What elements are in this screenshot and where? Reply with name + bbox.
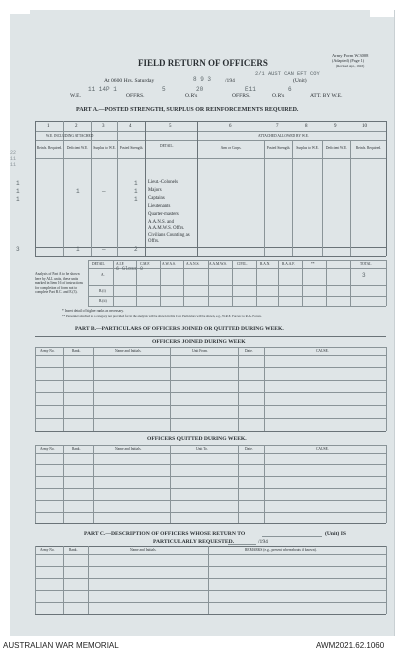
adapted-label: (Adapted) (Page 1)	[332, 58, 365, 63]
total-col1: 3	[16, 246, 20, 253]
footnote-1: * Insert detail of higher ranks as necessary.	[62, 309, 124, 313]
form-title: FIELD RETURN OF OFFICERS	[138, 58, 268, 68]
year-label: /194	[225, 78, 235, 84]
rank-lieutenants: Lieutenants	[148, 204, 171, 209]
quitted-head-name: Name and Initials.	[115, 447, 142, 451]
group-right-label: ATTACHED ALLOWED BY W.E.	[258, 134, 309, 138]
col4-marks: 1 1 1	[134, 180, 138, 203]
army-form-number: Army Form W.3008	[332, 53, 369, 58]
analysis-row-bi: B.(i)	[99, 289, 106, 293]
part-c-head-rank: Rank.	[69, 548, 78, 552]
total-col4: 2	[134, 246, 138, 253]
num-typed-1: 5	[162, 86, 166, 93]
head-reinfs-right: Reinfs. Required.	[355, 146, 382, 150]
head-arm-corps: Arm or Corps.	[220, 146, 242, 150]
we-label: W.E.	[70, 93, 81, 99]
footnote-2: ** Personnel attached to a category not provided for in the analysis will be shown in this Col. Particulars will be shown, e.g., W.R.E. Forces: to R.A. Forces.	[62, 314, 262, 318]
head-posted: Posted Strength.	[119, 146, 144, 150]
analysis-head-aif: A.I.F.	[116, 262, 125, 266]
analysis-head-other: **	[311, 262, 315, 266]
joined-head-rank: Rank.	[72, 349, 81, 353]
analysis-note: Analysis of Part A to be shown here by ALL units, these units marked in Item 16 of instructions for completion of form not to complete Part B.C. and E.(3).	[35, 272, 84, 294]
rank-majors: Majors	[148, 188, 162, 193]
num-typed-3: E11	[245, 86, 256, 93]
col-number-1: 1	[47, 124, 50, 129]
joined-head-unit-from: Unit From.	[192, 349, 208, 353]
or-label-2: O.R's	[272, 93, 285, 99]
analysis-head-total: TOTAL	[360, 262, 372, 266]
analysis-head-aamws: A.A.M.W.S.	[209, 262, 227, 266]
offrs-label-2: OFFRS.	[232, 93, 251, 99]
head-surplus: Surplus to W.E.	[93, 146, 116, 150]
analysis-head-ran: R.A.N.	[260, 262, 271, 266]
group-left-label: W.E. INCLUDING ATTACHED	[46, 134, 94, 138]
analysis-typed: 6 Gloss 0	[116, 266, 144, 272]
part-c-head-remarks: REMARKS (e.g., present whereabouts if known).	[245, 548, 317, 552]
head-reinfs: Reinfs. Required.	[36, 146, 63, 150]
rank-lieut-colonels: Lieut.-Colonels	[148, 180, 178, 185]
col-number-7: 7	[276, 124, 279, 129]
quitted-head-cause: CAUSE.	[316, 447, 329, 451]
part-a-heading: PART A.—POSTED STRENGTH, SURPLUS OR REINFORCEMENTS REQUIRED.	[76, 107, 299, 113]
unit-typed: 2/1 AUST CAN EFT COY	[255, 71, 320, 77]
col-number-9: 9	[334, 124, 337, 129]
col-number-2: 2	[75, 124, 78, 129]
quitted-title: OFFICERS QUITTED DURING WEEK.	[147, 436, 247, 442]
head-deficient: Deficient W.E.	[66, 146, 89, 150]
we-typed: 11 14P 1	[88, 86, 117, 93]
part-c-unit: (Unit) IS	[325, 531, 346, 537]
analysis-total: 3	[362, 272, 366, 279]
or-label: O.R's	[185, 93, 198, 99]
quitted-head-army-no: Army No.	[40, 447, 55, 451]
rank-civilians: Civilians Counting as Offrs.	[148, 233, 190, 244]
offrs-label: OFFRS.	[126, 93, 145, 99]
col-number-3: 3	[102, 124, 105, 129]
torn-corner-right	[370, 10, 394, 17]
margin-col1-marks: 1 1 1	[16, 180, 20, 203]
analysis-head-raaf: R.A.A.F.	[282, 262, 295, 266]
footer-accession-number: AWM2021.62.1060	[316, 641, 385, 650]
rank-quartermasters: Quarter-masters	[148, 212, 179, 217]
analysis-head-detail: DETAIL	[92, 262, 105, 266]
margin-pencil-numbers: 22 11 11	[10, 150, 17, 168]
quitted-head-unit-to: Unit To.	[196, 447, 208, 451]
quitted-head-rank: Rank.	[72, 447, 81, 451]
col2-mark: 1	[76, 188, 80, 195]
col-number-5: 5	[169, 124, 172, 129]
joined-head-cause: CAUSE.	[316, 349, 329, 353]
col-number-8: 8	[305, 124, 308, 129]
date-typed: 8 9 3	[193, 76, 212, 83]
revised-label: (Revised Apr., 1943)	[336, 64, 365, 68]
part-c-head-name: Name and Initials.	[130, 548, 157, 552]
torn-corner	[10, 10, 30, 14]
col3-mark: —	[102, 188, 106, 195]
part-c-heading-2: PARTICULARLY REQUESTED.	[153, 539, 235, 545]
analysis-row-bii: B.(ii)	[99, 299, 107, 303]
joined-head-name: Name and Initials.	[115, 349, 142, 353]
num-typed-2: 20	[196, 86, 204, 93]
rank-captains: Captains	[148, 196, 165, 201]
part-c-heading: PART C.—DESCRIPTION OF OFFICERS WHOSE RETURN TO	[84, 531, 246, 537]
col-number-6: 6	[229, 124, 232, 129]
unit-label: (Unit)	[293, 78, 307, 84]
head-deficient-right: Deficient W.E.	[325, 146, 348, 150]
part-c-year: /194	[258, 539, 268, 545]
analysis-row-a: A.	[101, 273, 105, 277]
hrs-line: At 0600 Hrs. Saturday	[104, 78, 155, 84]
detail-label: DETAIL.	[160, 144, 174, 148]
analysis-head-civil: CIVIL.	[237, 262, 248, 266]
att-by-we-label: ATT. BY W.E.	[310, 93, 343, 99]
part-c-head-army-no: Army No.	[40, 548, 55, 552]
head-posted-right: Posted Strength.	[266, 146, 291, 150]
analysis-head-aans: A.A.N.S.	[186, 262, 200, 266]
num-typed-4: 6	[288, 86, 292, 93]
footer-institution: AUSTRALIAN WAR MEMORIAL	[3, 641, 119, 650]
joined-head-date: Date.	[245, 349, 253, 353]
col-number-10: 10	[362, 124, 367, 129]
joined-title: OFFICERS JOINED DURING WEEK	[152, 339, 246, 345]
part-b-heading: PART B.—PARTICULARS OF OFFICERS JOINED OR QUITTED DURING WEEK.	[75, 326, 284, 332]
quitted-head-date: Date.	[245, 447, 253, 451]
col-number-4: 4	[129, 124, 132, 129]
rank-aans: A.A.N.S. and A.A.M.W.S. Offrs.	[148, 220, 185, 231]
head-surplus-right: Surplus to W.E.	[296, 146, 319, 150]
analysis-head-cmf: C.M.F.	[140, 262, 150, 266]
total-col3: —	[102, 246, 106, 253]
joined-head-army-no: Army No.	[40, 349, 55, 353]
total-col2: 1	[76, 246, 80, 253]
analysis-head-awas: A.W.A.S.	[162, 262, 176, 266]
